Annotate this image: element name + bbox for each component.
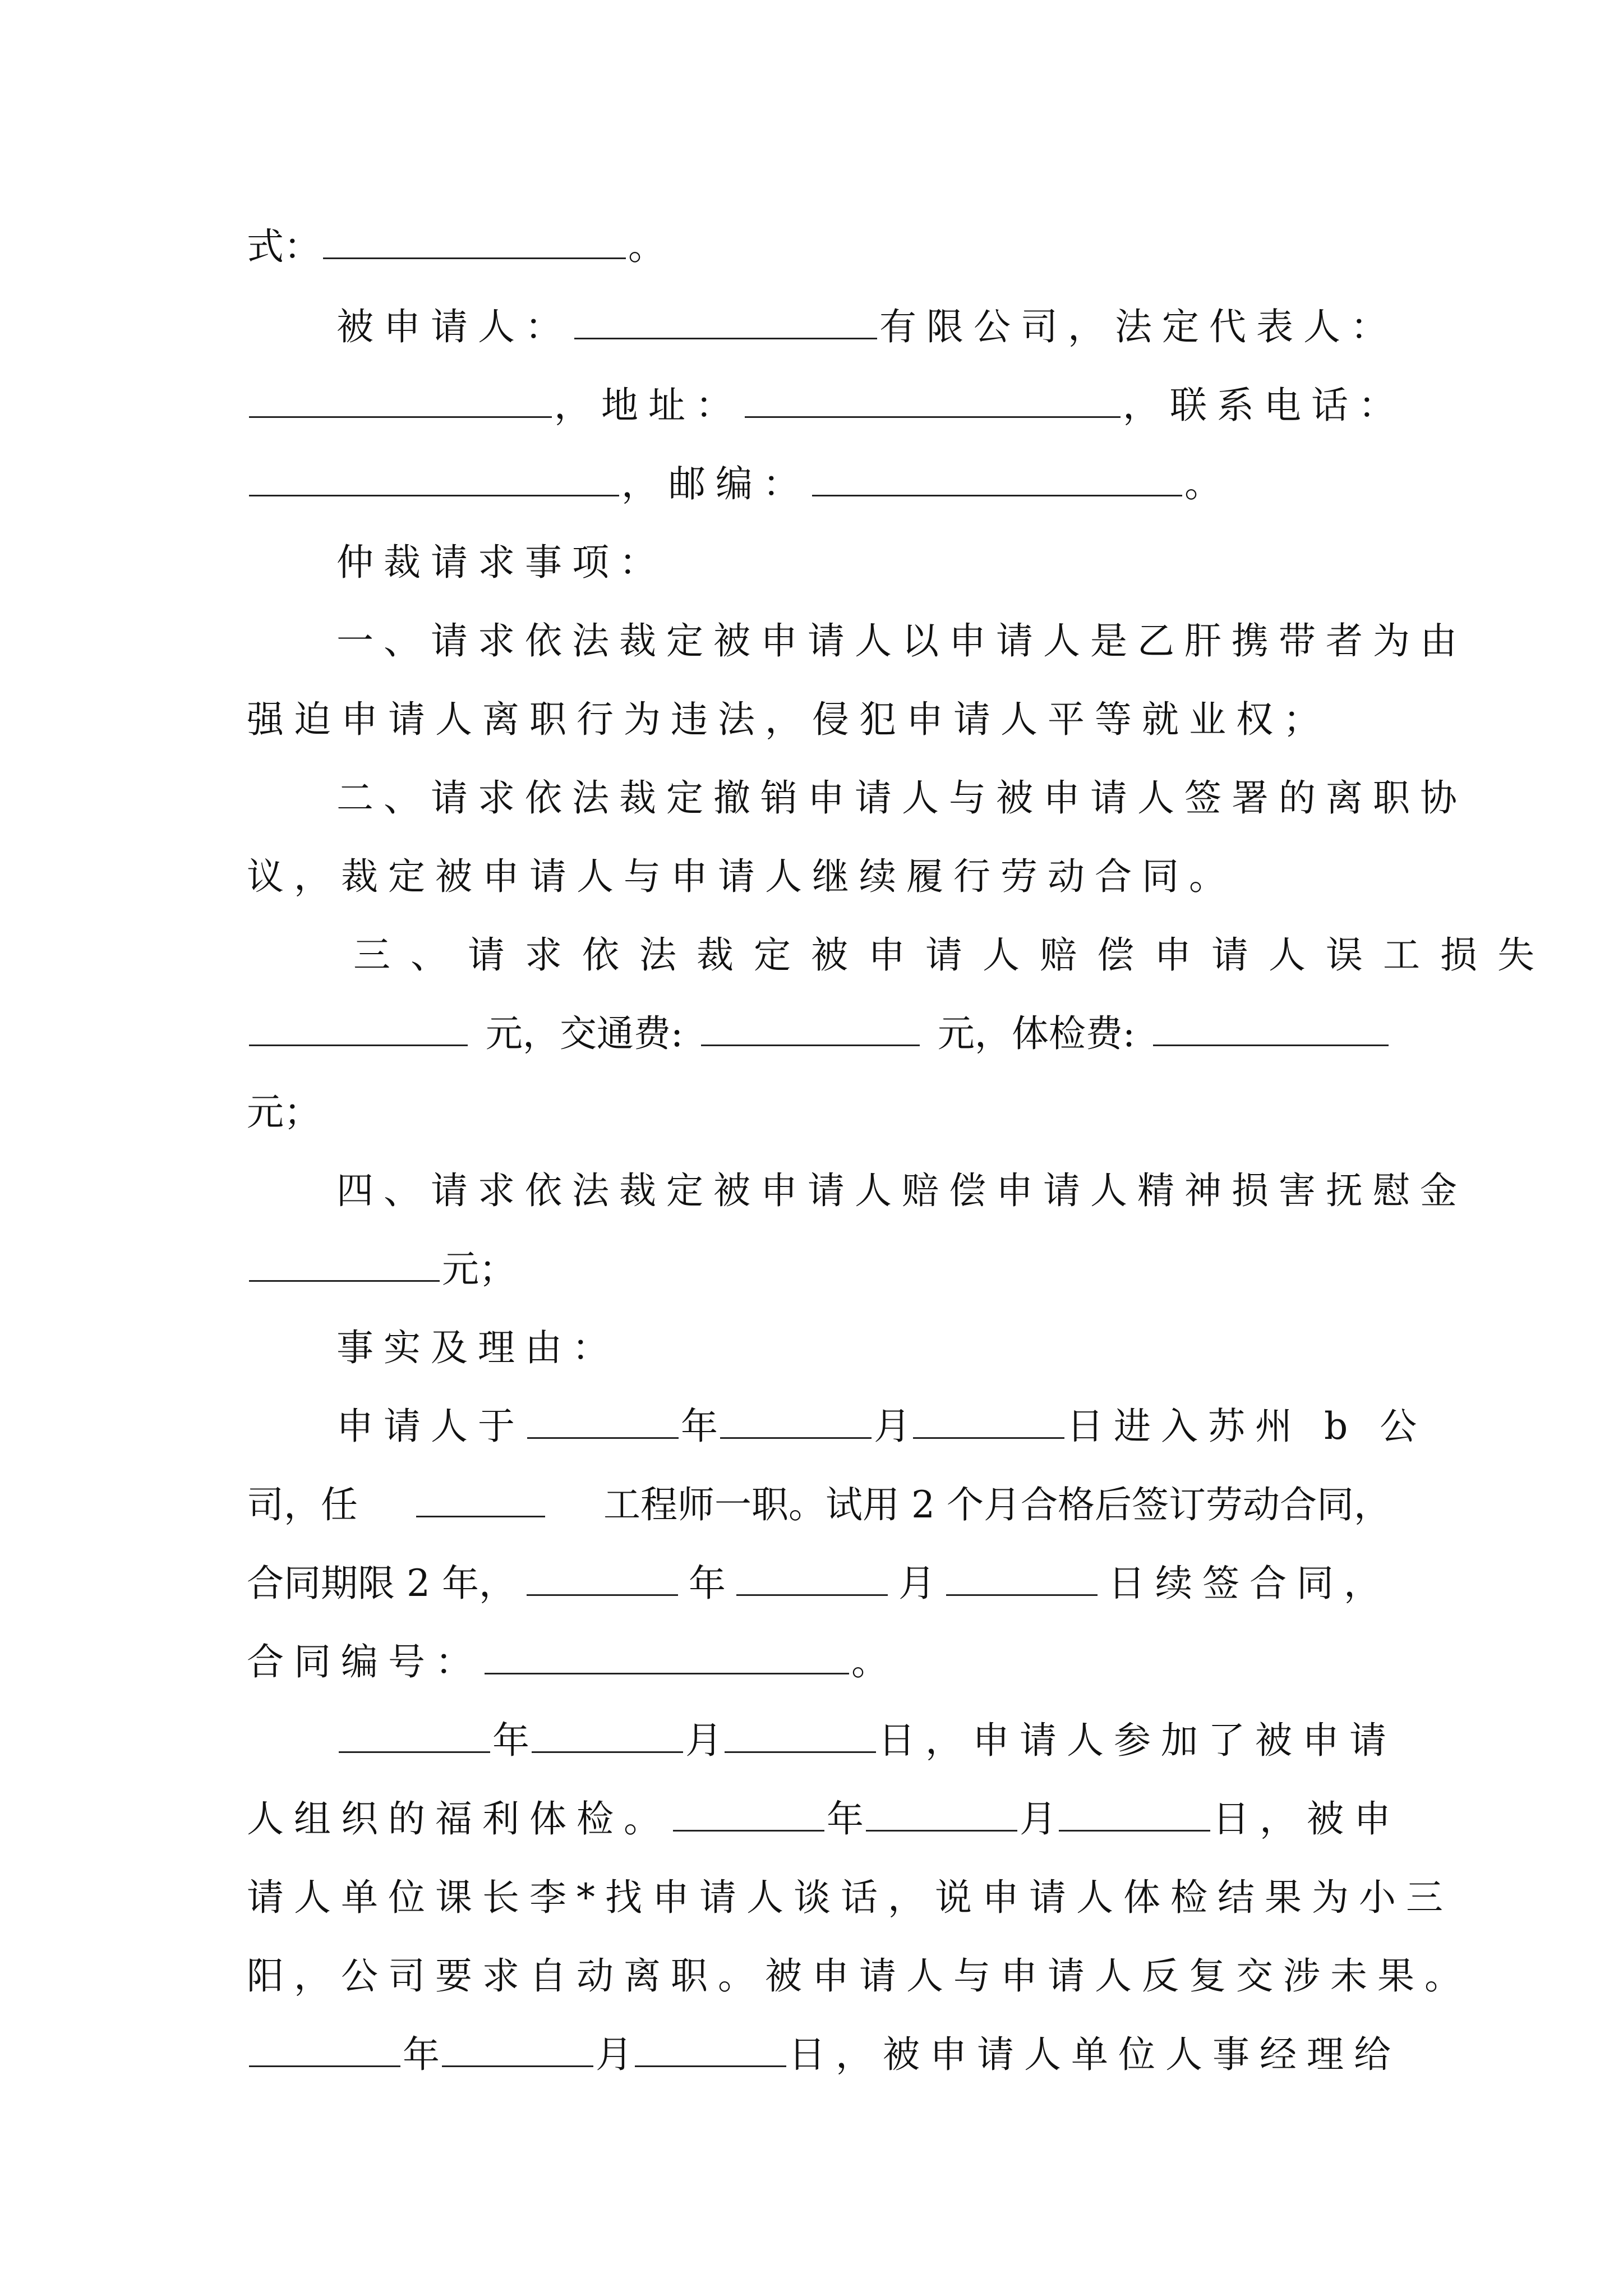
line-15 — [336, 1317, 1391, 1379]
text: 日，被申请人单位人事经理给 — [789, 2033, 1401, 2076]
text: 合同期限 2 年， — [247, 1562, 516, 1605]
line-19 — [247, 1631, 1391, 1693]
blank-field — [745, 379, 1121, 418]
line-21 — [247, 1788, 1401, 1850]
blank-field — [673, 1793, 824, 1832]
text: 合同编号： — [247, 1640, 482, 1683]
line-23 — [247, 1945, 1472, 2007]
text: ，邮编： — [621, 462, 810, 505]
text: 一、请求依法裁定被申请人以申请人是乙肝携带者为由 — [336, 619, 1467, 662]
blank-field — [574, 301, 877, 339]
text: 月 — [874, 1405, 911, 1448]
line-22 — [247, 1867, 1453, 1929]
line-9 — [247, 846, 1391, 908]
blank-field — [1153, 1007, 1389, 1046]
text: 年 — [827, 1797, 864, 1841]
text: 人组织的福利体检。 — [247, 1797, 671, 1841]
text: 三、请求依法裁定被申请人赔偿申请人误工损失 — [353, 933, 1555, 977]
text: 元； — [442, 1248, 516, 1291]
blank-field — [725, 1714, 876, 1753]
text: 阳，公司要求自动离职。被申请人与申请人反复交涉未果。 — [247, 1954, 1472, 1998]
text: 议，裁定被申请人与申请人继续履行劳动合同。 — [247, 855, 1236, 898]
text: 日，申请人参加了被申请 — [878, 1719, 1396, 1762]
blank-field — [527, 1557, 678, 1596]
blank-field — [249, 1243, 440, 1282]
text: 司，任 — [247, 1483, 358, 1526]
text: 元； — [247, 1091, 321, 1134]
blank-field — [249, 2028, 400, 2067]
line-11 — [247, 1003, 1391, 1065]
text: 年 — [492, 1719, 529, 1762]
text: 日进入苏州 b 公 — [1067, 1405, 1427, 1448]
blank-field — [249, 379, 552, 418]
blank-field — [442, 2028, 593, 2067]
text: 。 — [1184, 462, 1221, 505]
text: 四、请求依法裁定被申请人赔偿申请人精神损害抚慰金 — [336, 1169, 1467, 1212]
section-heading: 事实及理由： — [336, 1326, 619, 1369]
text: 月 — [1020, 1797, 1057, 1841]
text: 。 — [851, 1640, 888, 1683]
text: ，联系电话： — [1123, 384, 1405, 427]
text: ，地址： — [554, 384, 743, 427]
line-5 — [336, 532, 1391, 593]
text: 元，交通费: — [485, 1012, 684, 1055]
blank-field — [946, 1557, 1098, 1596]
line-16 — [336, 1396, 1427, 1457]
text: 元，体检费: — [937, 1012, 1136, 1055]
line-1 — [247, 216, 1391, 278]
text: 年 — [403, 2033, 440, 2076]
line-10 — [353, 924, 1555, 986]
blank-field — [812, 458, 1182, 496]
text: 工程师一职。试用 2 个月合格后签订劳动合同， — [603, 1483, 1391, 1526]
blank-field — [866, 1793, 1017, 1832]
blank-field — [249, 1007, 468, 1046]
line-13 — [336, 1160, 1467, 1222]
line-20 — [336, 1710, 1396, 1772]
text: 。 — [628, 225, 665, 268]
text: 年 — [688, 1562, 726, 1605]
text: 申请人于 — [336, 1405, 525, 1448]
blank-field — [701, 1007, 920, 1046]
blank-field — [635, 2028, 786, 2067]
line-8 — [336, 767, 1467, 829]
text: 日，被申 — [1212, 1797, 1401, 1841]
blank-field — [736, 1557, 888, 1596]
blank-field — [1059, 1793, 1210, 1832]
blank-field — [720, 1400, 872, 1439]
blank-field — [416, 1479, 545, 1517]
text: 二、请求依法裁定撤销申请人与被申请人签署的离职协 — [336, 776, 1467, 820]
text: 月 — [685, 1719, 722, 1762]
text: 请人单位课长李*找申请人谈话，说申请人体检结果为小三 — [247, 1876, 1453, 1919]
line-4 — [247, 453, 1391, 515]
text: 月 — [596, 2033, 633, 2076]
line-3 — [247, 375, 1405, 436]
text: 被申请人： — [336, 305, 572, 348]
line-17 — [247, 1474, 1391, 1536]
text: 强迫申请人离职行为违法，侵犯申请人平等就业权； — [247, 698, 1330, 741]
text: 日续签合同， — [1108, 1562, 1391, 1605]
blank-field — [485, 1636, 849, 1674]
blank-field — [339, 1714, 490, 1753]
line-24 — [247, 2024, 1401, 2086]
blank-field — [913, 1400, 1064, 1439]
line-2 — [336, 296, 1398, 358]
line-12 — [247, 1082, 1391, 1143]
blank-field — [249, 458, 619, 496]
line-6 — [336, 610, 1467, 672]
line-18 — [247, 1553, 1391, 1614]
text: 年 — [681, 1405, 718, 1448]
section-heading: 仲裁请求事项： — [336, 541, 666, 584]
text: 有限公司，法定代表人： — [879, 305, 1398, 348]
text: 式： — [247, 225, 321, 268]
line-7 — [247, 689, 1391, 751]
blank-field — [532, 1714, 683, 1753]
line-14 — [247, 1239, 1391, 1300]
blank-field — [527, 1400, 679, 1439]
text: 月 — [898, 1562, 935, 1605]
blank-field — [323, 220, 626, 259]
